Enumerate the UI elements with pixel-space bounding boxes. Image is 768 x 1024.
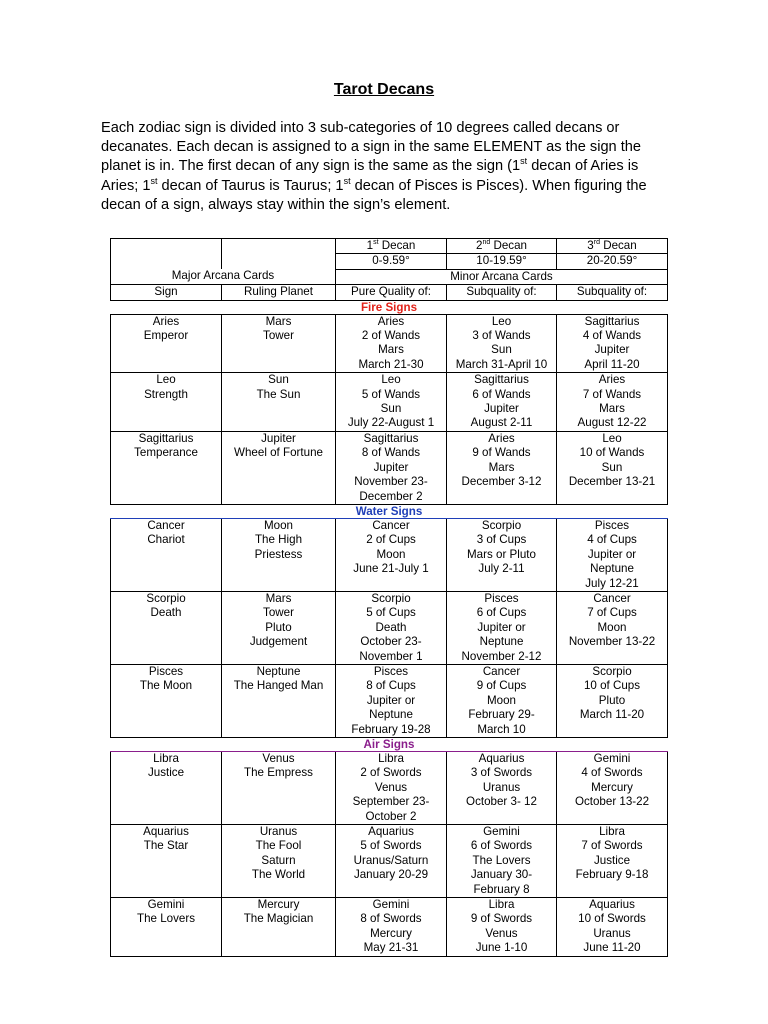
cell-line: 7 of Swords (581, 839, 643, 853)
decan-num: 2 (476, 239, 483, 252)
cell-line: March 10 (477, 722, 526, 736)
cell-line: Strength (144, 387, 188, 401)
cell-line: October 23- (360, 635, 422, 649)
cell-line: Emperor (143, 329, 189, 343)
cell-line: Sagittarius (138, 431, 194, 445)
cell-line: June 21-July 1 (353, 562, 429, 576)
decan-2-range: 10-19.59° (447, 254, 557, 269)
cell-line: 2 of Wands (361, 329, 421, 343)
cell-line: Mars (599, 402, 625, 416)
cell-line: Moon (597, 620, 627, 634)
cell-line: Leo (602, 431, 622, 445)
cell-planet (222, 431, 336, 504)
cell-line: Cancer (372, 518, 410, 532)
col-header-sub2: Subquality of: (447, 285, 557, 300)
cell-line: December 13-21 (568, 475, 656, 489)
intro-text: decan of Taurus is Taurus; 1 (157, 177, 344, 194)
cell-line: Justice (593, 853, 631, 867)
cell-d1 (336, 825, 447, 898)
cell-line: Gemini (593, 752, 631, 765)
cell-line: July 22-August 1 (347, 416, 435, 430)
decan-label: Decan (378, 239, 416, 252)
cell-line: Death (375, 620, 407, 634)
cell-line: Venus (485, 926, 518, 940)
intro-sup: st (343, 175, 351, 186)
cell-line: Sun (380, 402, 402, 416)
cell-line: Uranus (593, 926, 631, 940)
cell-line: Moon (486, 693, 516, 707)
decans-table (110, 238, 668, 957)
cell-line: Sagittarius (584, 314, 640, 328)
cell-line: January 20-29 (353, 868, 429, 882)
cell-line: November 1 (359, 649, 423, 663)
blank-cell (111, 254, 222, 269)
cell-line: Gemini (147, 898, 185, 912)
cell-line: Aries (488, 431, 515, 445)
cell-sign (111, 431, 222, 504)
cell-line: Leo (381, 373, 401, 387)
cell-sign (111, 314, 222, 373)
cell-line: Libra (599, 825, 625, 839)
arcana-label-row (111, 269, 668, 284)
cell-line: August 12-22 (577, 416, 647, 430)
decan-2-header (447, 239, 557, 254)
cell-line: Mercury (591, 780, 633, 794)
cell-line: Pisces (148, 664, 184, 678)
cell-line: Aquarius (478, 752, 525, 765)
cell-line: Jupiter or (477, 620, 526, 634)
cell-line: December 2 (359, 489, 423, 503)
cell-line: Venus (374, 780, 408, 794)
cell-line: Moon (263, 518, 293, 532)
cell-line: November 23- (354, 475, 428, 489)
decan-1-range: 0-9.59° (336, 254, 447, 269)
cell-line: Cancer (593, 591, 631, 605)
cell-sign (111, 664, 222, 737)
cell-line: Neptune (369, 708, 413, 722)
section-title: Air Signs (111, 738, 668, 752)
cell-d1 (336, 431, 447, 504)
cell-planet (222, 591, 336, 664)
col-header-pure: Pure Quality of: (336, 285, 447, 300)
cell-line: June 11-20 (583, 941, 641, 955)
cell-line: May 21-31 (363, 941, 419, 955)
cell-line: Leo (491, 314, 512, 328)
cell-planet (222, 898, 336, 957)
cell-planet (222, 825, 336, 898)
cell-planet (222, 752, 336, 825)
cell-line: Venus (262, 752, 295, 765)
cell-line: 5 of Swords (360, 839, 422, 853)
blank-cell (222, 239, 336, 254)
cell-line: Pluto (265, 620, 292, 634)
table-row (111, 518, 668, 591)
cell-line: Mercury (257, 898, 300, 912)
cell-d2 (447, 314, 557, 373)
cell-line: 7 of Cups (587, 606, 637, 620)
cell-line: October 3- 12 (466, 795, 537, 809)
intro-sup: st (520, 156, 528, 167)
cell-line: 5 of Wands (361, 387, 421, 401)
cell-line: 9 of Wands (472, 446, 531, 460)
cell-line: Mars (265, 591, 292, 605)
cell-line: Mars or Pluto (467, 547, 536, 561)
cell-line: 9 of Cups (476, 679, 527, 693)
cell-d2 (447, 664, 557, 737)
cell-line: 8 of Cups (366, 679, 416, 693)
cell-line: August 2-11 (470, 416, 533, 430)
cell-line: Mars (265, 314, 292, 328)
cell-line: Jupiter (373, 460, 409, 474)
cell-line: 3 of Wands (472, 329, 531, 343)
cell-d1 (336, 664, 447, 737)
minor-arcana-label: Minor Arcana Cards (336, 269, 668, 284)
cell-line: Aries (598, 373, 626, 387)
cell-line: Uranus (259, 825, 298, 839)
section-header-row (111, 504, 668, 518)
section-header-row (111, 738, 668, 752)
cell-line: Scorpio (146, 591, 186, 605)
cell-line: 6 of Cups (476, 606, 527, 620)
cell-line: February 29- (468, 708, 535, 722)
cell-line: 8 of Swords (360, 912, 422, 926)
cell-d1 (336, 591, 447, 664)
table-row (111, 825, 668, 898)
intro-paragraph (101, 119, 661, 215)
cell-line: March 11-20 (579, 708, 645, 722)
cell-d1 (336, 518, 447, 591)
table-row (111, 431, 668, 504)
cell-line: Neptune (256, 664, 301, 678)
cell-d3 (557, 591, 668, 664)
cell-line: February 19-28 (351, 722, 431, 736)
cell-line: March 31-April 10 (455, 357, 548, 371)
cell-line: Aquarius (589, 898, 635, 912)
decan-sup: nd (482, 239, 491, 246)
cell-line: The Empress (244, 766, 313, 780)
decan-label: Decan (599, 239, 637, 252)
cell-line: 6 of Swords (470, 839, 533, 853)
cell-line: Cancer (482, 664, 521, 678)
cell-line: Libra (153, 752, 179, 765)
cell-line: The High (254, 533, 303, 547)
cell-line: 10 of Swords (578, 912, 646, 926)
section-header-row (111, 300, 668, 314)
decan-3-header (557, 239, 668, 254)
cell-line: The Hanged Man (233, 679, 324, 693)
intro-text: decan of Pisces is Pisces). When figuring the decan of a sign, always stay within the sign’s element. (101, 177, 647, 213)
decan-num: 1 (366, 239, 374, 252)
cell-line: 4 of Cups (587, 533, 637, 547)
cell-line: Aquarius (143, 825, 189, 839)
cell-line: Uranus (482, 780, 521, 794)
cell-line: Mercury (370, 926, 412, 940)
cell-line: The Moon (139, 679, 193, 693)
cell-line: 3 of Swords (470, 766, 533, 780)
cell-d2 (447, 898, 557, 957)
cell-line: The World (251, 868, 306, 882)
cell-line: Sagittarius (474, 373, 529, 387)
cell-line: November 2-12 (461, 649, 542, 663)
cell-line: The Star (143, 839, 189, 853)
decan-sup: st (373, 239, 379, 246)
cell-line: Jupiter or (366, 693, 416, 707)
cell-line: Priestess (254, 547, 303, 561)
cell-line: Pisces (594, 518, 630, 532)
cell-line: November 13-22 (568, 635, 656, 649)
cell-line: Leo (156, 373, 176, 387)
decan-1-header (336, 239, 447, 254)
cell-line: Wheel of Fortune (234, 446, 323, 460)
cell-line: February 8 (473, 882, 530, 896)
decan-sup: rd (593, 239, 600, 246)
cell-line: Temperance (134, 446, 198, 460)
cell-line: Gemini (372, 898, 410, 912)
cell-d3 (557, 752, 668, 825)
cell-sign (111, 591, 222, 664)
table-row (111, 373, 668, 432)
cell-line: July 2-11 (478, 562, 525, 576)
cell-line: Pisces (373, 664, 409, 678)
cell-line: Aries (377, 314, 405, 328)
cell-planet (222, 664, 336, 737)
cell-sign (111, 518, 222, 591)
cell-line: Pisces (484, 591, 519, 605)
cell-d3 (557, 825, 668, 898)
cell-line: Moon (376, 547, 406, 561)
cell-line: Saturn (261, 853, 296, 867)
cell-line: The Lovers (472, 853, 531, 867)
cell-line: 4 of Swords (581, 766, 643, 780)
cell-line: The Sun (256, 387, 301, 401)
cell-line: 10 of Cups (583, 679, 641, 693)
cell-line: Sun (491, 343, 512, 357)
cell-line: Neptune (479, 635, 524, 649)
cell-d1 (336, 373, 447, 432)
cell-line: The Lovers (137, 912, 195, 926)
decan-3-range: 20-20.59° (557, 254, 668, 269)
cell-line: Cancer (147, 518, 185, 532)
decan-range-row (111, 254, 668, 269)
cell-d2 (447, 518, 557, 591)
cell-line: October 2 (365, 809, 417, 823)
table-row (111, 314, 668, 373)
cell-line: October 13-22 (574, 795, 650, 809)
cell-d3 (557, 431, 668, 504)
cell-line: The Fool (255, 839, 302, 853)
cell-d1 (336, 898, 447, 957)
cell-line: The Magician (243, 912, 314, 926)
cell-line: 3 of Cups (476, 533, 527, 547)
cell-d2 (447, 373, 557, 432)
cell-line: Judgement (249, 635, 308, 649)
decan-num: 3 (587, 239, 594, 252)
cell-line: 7 of Wands (582, 387, 642, 401)
page-title: Tarot Decans (333, 81, 435, 98)
cell-line: Sun (601, 460, 623, 474)
decan-number-row (111, 239, 668, 254)
cell-sign (111, 825, 222, 898)
cell-line: Jupiter (594, 343, 630, 357)
cell-line: Scorpio (592, 664, 632, 678)
table-row (111, 664, 668, 737)
cell-line: Neptune (590, 562, 634, 576)
cell-line: June 1-10 (475, 941, 528, 955)
cell-line: Death (150, 606, 182, 620)
cell-line: Libra (488, 898, 515, 912)
cell-line: Chariot (147, 533, 185, 547)
table-row (111, 591, 668, 664)
cell-sign (111, 373, 222, 432)
decan-label: Decan (490, 239, 527, 252)
cell-line: September 23- (352, 795, 430, 809)
cell-line: March 21-30 (358, 357, 424, 371)
cell-line: Sun (268, 373, 289, 387)
cell-d3 (557, 518, 668, 591)
cell-line: 6 of Wands (472, 387, 531, 401)
section-title: Water Signs (111, 504, 668, 518)
cell-line: Tower (263, 329, 294, 343)
cell-line: April 11-20 (584, 357, 640, 371)
cell-d3 (557, 664, 668, 737)
cell-line: Libra (378, 752, 404, 765)
cell-line: Uranus/Saturn (353, 853, 429, 867)
cell-line: 5 of Cups (366, 606, 416, 620)
blank-cell (111, 239, 222, 254)
cell-line: Gemini (483, 825, 520, 839)
cell-line: Pluto (598, 693, 626, 707)
cell-line: Sagittarius (363, 431, 419, 445)
cell-d2 (447, 825, 557, 898)
cell-line: Mars (378, 343, 404, 357)
col-header-sub3: Subquality of: (557, 285, 668, 300)
cell-d3 (557, 373, 668, 432)
cell-planet (222, 314, 336, 373)
cell-line: December 3-12 (461, 475, 542, 489)
cell-line: February 9-18 (575, 868, 649, 882)
table-row (111, 898, 668, 957)
cell-line: Jupiter (484, 402, 519, 416)
col-header-sign: Sign (111, 285, 222, 300)
cell-line: Aquarius (368, 825, 414, 839)
cell-d1 (336, 752, 447, 825)
cell-line: Mars (488, 460, 515, 474)
cell-d2 (447, 591, 557, 664)
intro-sup: st (150, 175, 158, 186)
cell-line: 10 of Wands (579, 446, 645, 460)
cell-line: Scorpio (481, 518, 522, 532)
cell-d3 (557, 898, 668, 957)
cell-line: Aries (152, 314, 180, 328)
major-arcana-label: Major Arcana Cards (111, 269, 336, 284)
cell-line: January 30- (470, 868, 533, 882)
cell-d3 (557, 314, 668, 373)
cell-line: Scorpio (371, 591, 411, 605)
cell-line: 2 of Swords (360, 766, 422, 780)
column-header-row (111, 285, 668, 300)
cell-line: 2 of Cups (366, 533, 416, 547)
cell-line: 8 of Wands (361, 446, 421, 460)
cell-d2 (447, 752, 557, 825)
cell-planet (222, 518, 336, 591)
cell-d1 (336, 314, 447, 373)
col-header-planet: Ruling Planet (222, 285, 336, 300)
cell-sign (111, 898, 222, 957)
intro-text: Each zodiac sign is divided into 3 sub-categories of 10 degrees called decans or decanates. Each decan is assigned to a sign in the same ELEMENT as the sign the planet is in. The first decan of any sign is the same as the sign (1 (101, 120, 642, 175)
cell-line: July 12-21 (585, 576, 639, 590)
cell-d2 (447, 431, 557, 504)
cell-line: 9 of Swords (470, 912, 533, 926)
cell-line: Tower (263, 606, 294, 620)
cell-line: Jupiter (261, 431, 296, 445)
cell-line: Jupiter or (587, 547, 637, 561)
blank-cell (222, 254, 336, 269)
cell-line: Justice (147, 766, 185, 780)
table-row (111, 752, 668, 825)
cell-planet (222, 373, 336, 432)
intro-text: decan of Aries is Aries; 1 (101, 158, 639, 194)
cell-line: 4 of Wands (582, 329, 642, 343)
section-title: Fire Signs (111, 300, 668, 314)
cell-sign (111, 752, 222, 825)
